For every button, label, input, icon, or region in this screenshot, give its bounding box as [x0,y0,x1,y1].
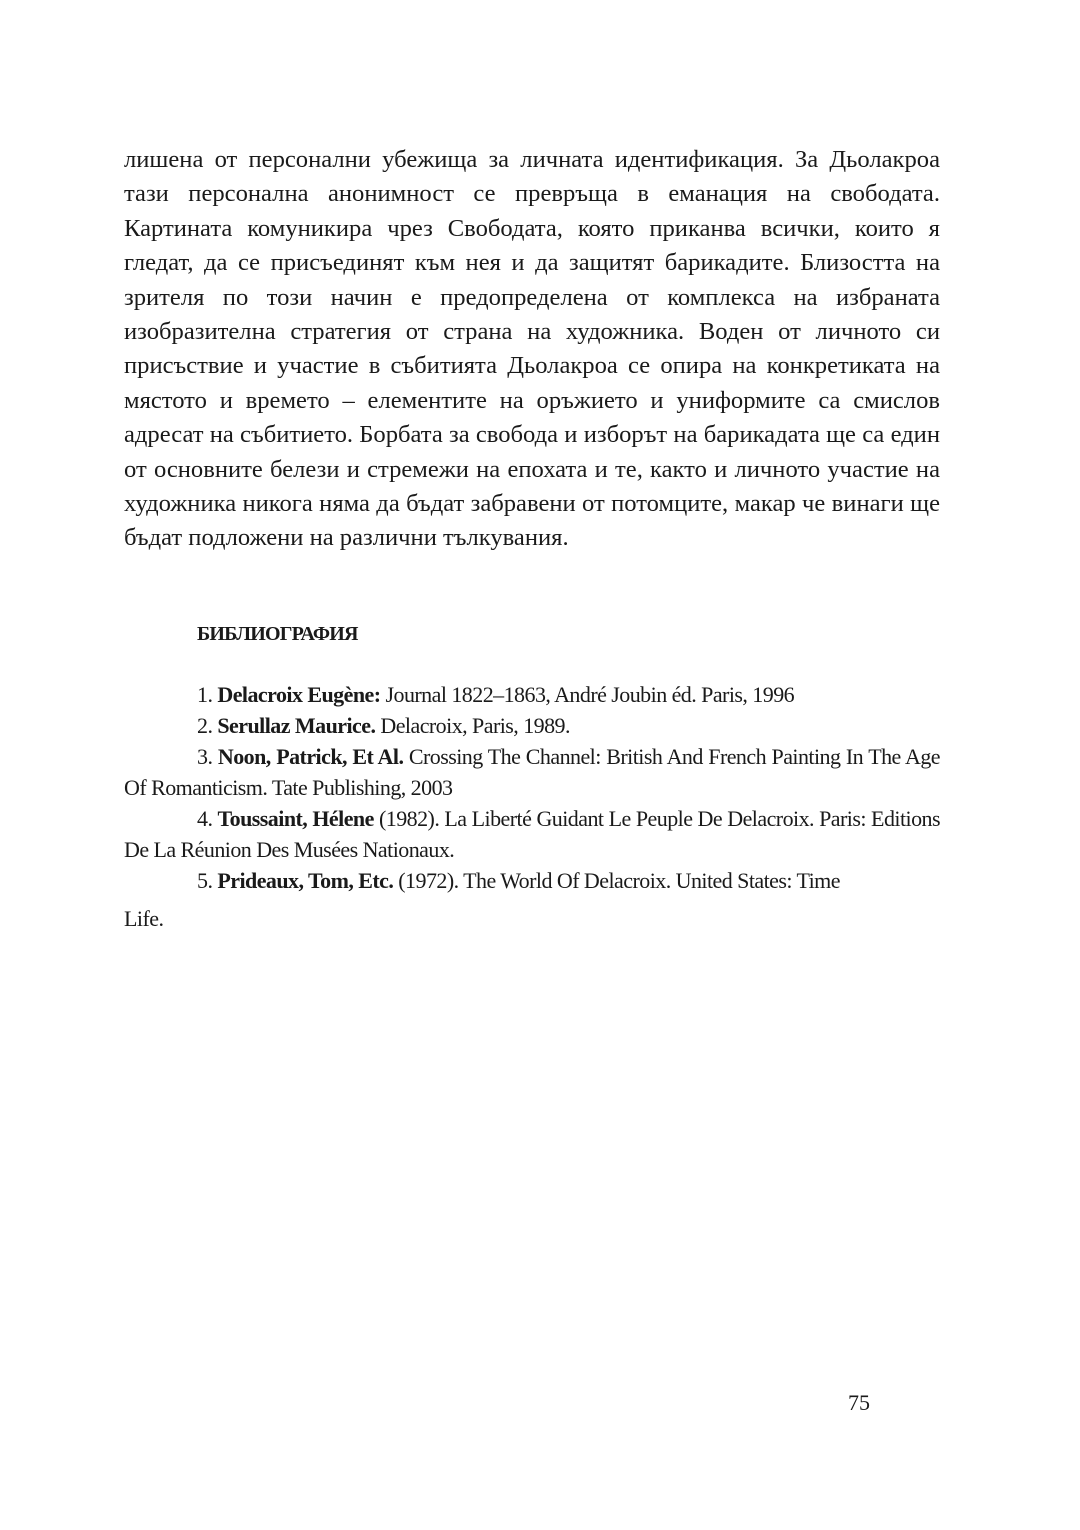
entry-details-continued: Life. [124,906,164,931]
entry-number: 5. [197,868,213,893]
entry-number: 3. [197,744,213,769]
entry-details: (1972). The World Of Delacroix. United States: Time [398,868,840,893]
bibliography-entry [124,741,940,803]
bibliography-entry [124,803,940,865]
bibliography-entry [124,710,940,741]
entry-details: Crossing The Channel: British And French Painting In The Age Of Romanticism. Tate Publishing, 2003 [124,744,940,800]
entry-details: Delacroix, Paris, 1989. [380,713,570,738]
bibliography-entry [124,679,940,710]
entry-details: Journal 1822–1863, André Joubin éd. Paris, 1996 [385,682,795,707]
entry-number: 2. [197,713,213,738]
entry-number: 4. [197,806,213,831]
entry-number: 1. [197,682,213,707]
bibliography-entry [124,865,940,934]
entry-author: Noon, Patrick, Et Al. [217,744,404,769]
bibliography-list [124,679,940,934]
entry-author: Delacroix Eugène: [217,682,381,707]
bibliography-heading: БИБЛИОГРАФИЯ [197,623,358,645]
entry-author: Prideaux, Tom, Etc. [217,868,394,893]
page-number: 75 [848,1390,870,1415]
entry-author: Toussaint, Hélene [217,806,374,831]
entry-author: Serullaz Maurice. [217,713,376,738]
entry-details: (1982). La Liberté Guidant Le Peuple De Delacroix. Paris: Editions De La Réunion Des Musées Nationaux. [124,806,940,862]
body-paragraph: лишена от персонални убежища за личната идентификация. За Дьолакроа тази персонална анонимност се превръща в еманация на свободата. Картината комуникира чрез Свободата, която приканва всички, които я гледат, да се присъединят към нея и да защитят барикадите. Близостта на зрителя по този начин е предопределена от комплекса на избраната изобразителна стратегия от страна на художника. Воден от личното си присъствие и участие в събитията Дьолакроа се опира на конкретиката на мястото и времето – елементите на оръжието и униформите са смислов адресат на събитието. Борбата за свобода и изборът на барикадата ще са един от основните белези и стремежи на епохата и те, както и личното участие на художника никога няма да бъдат забравени от потомците, макар че винаги ще бъдат подложени на различни тълкувания. [124,146,940,552]
